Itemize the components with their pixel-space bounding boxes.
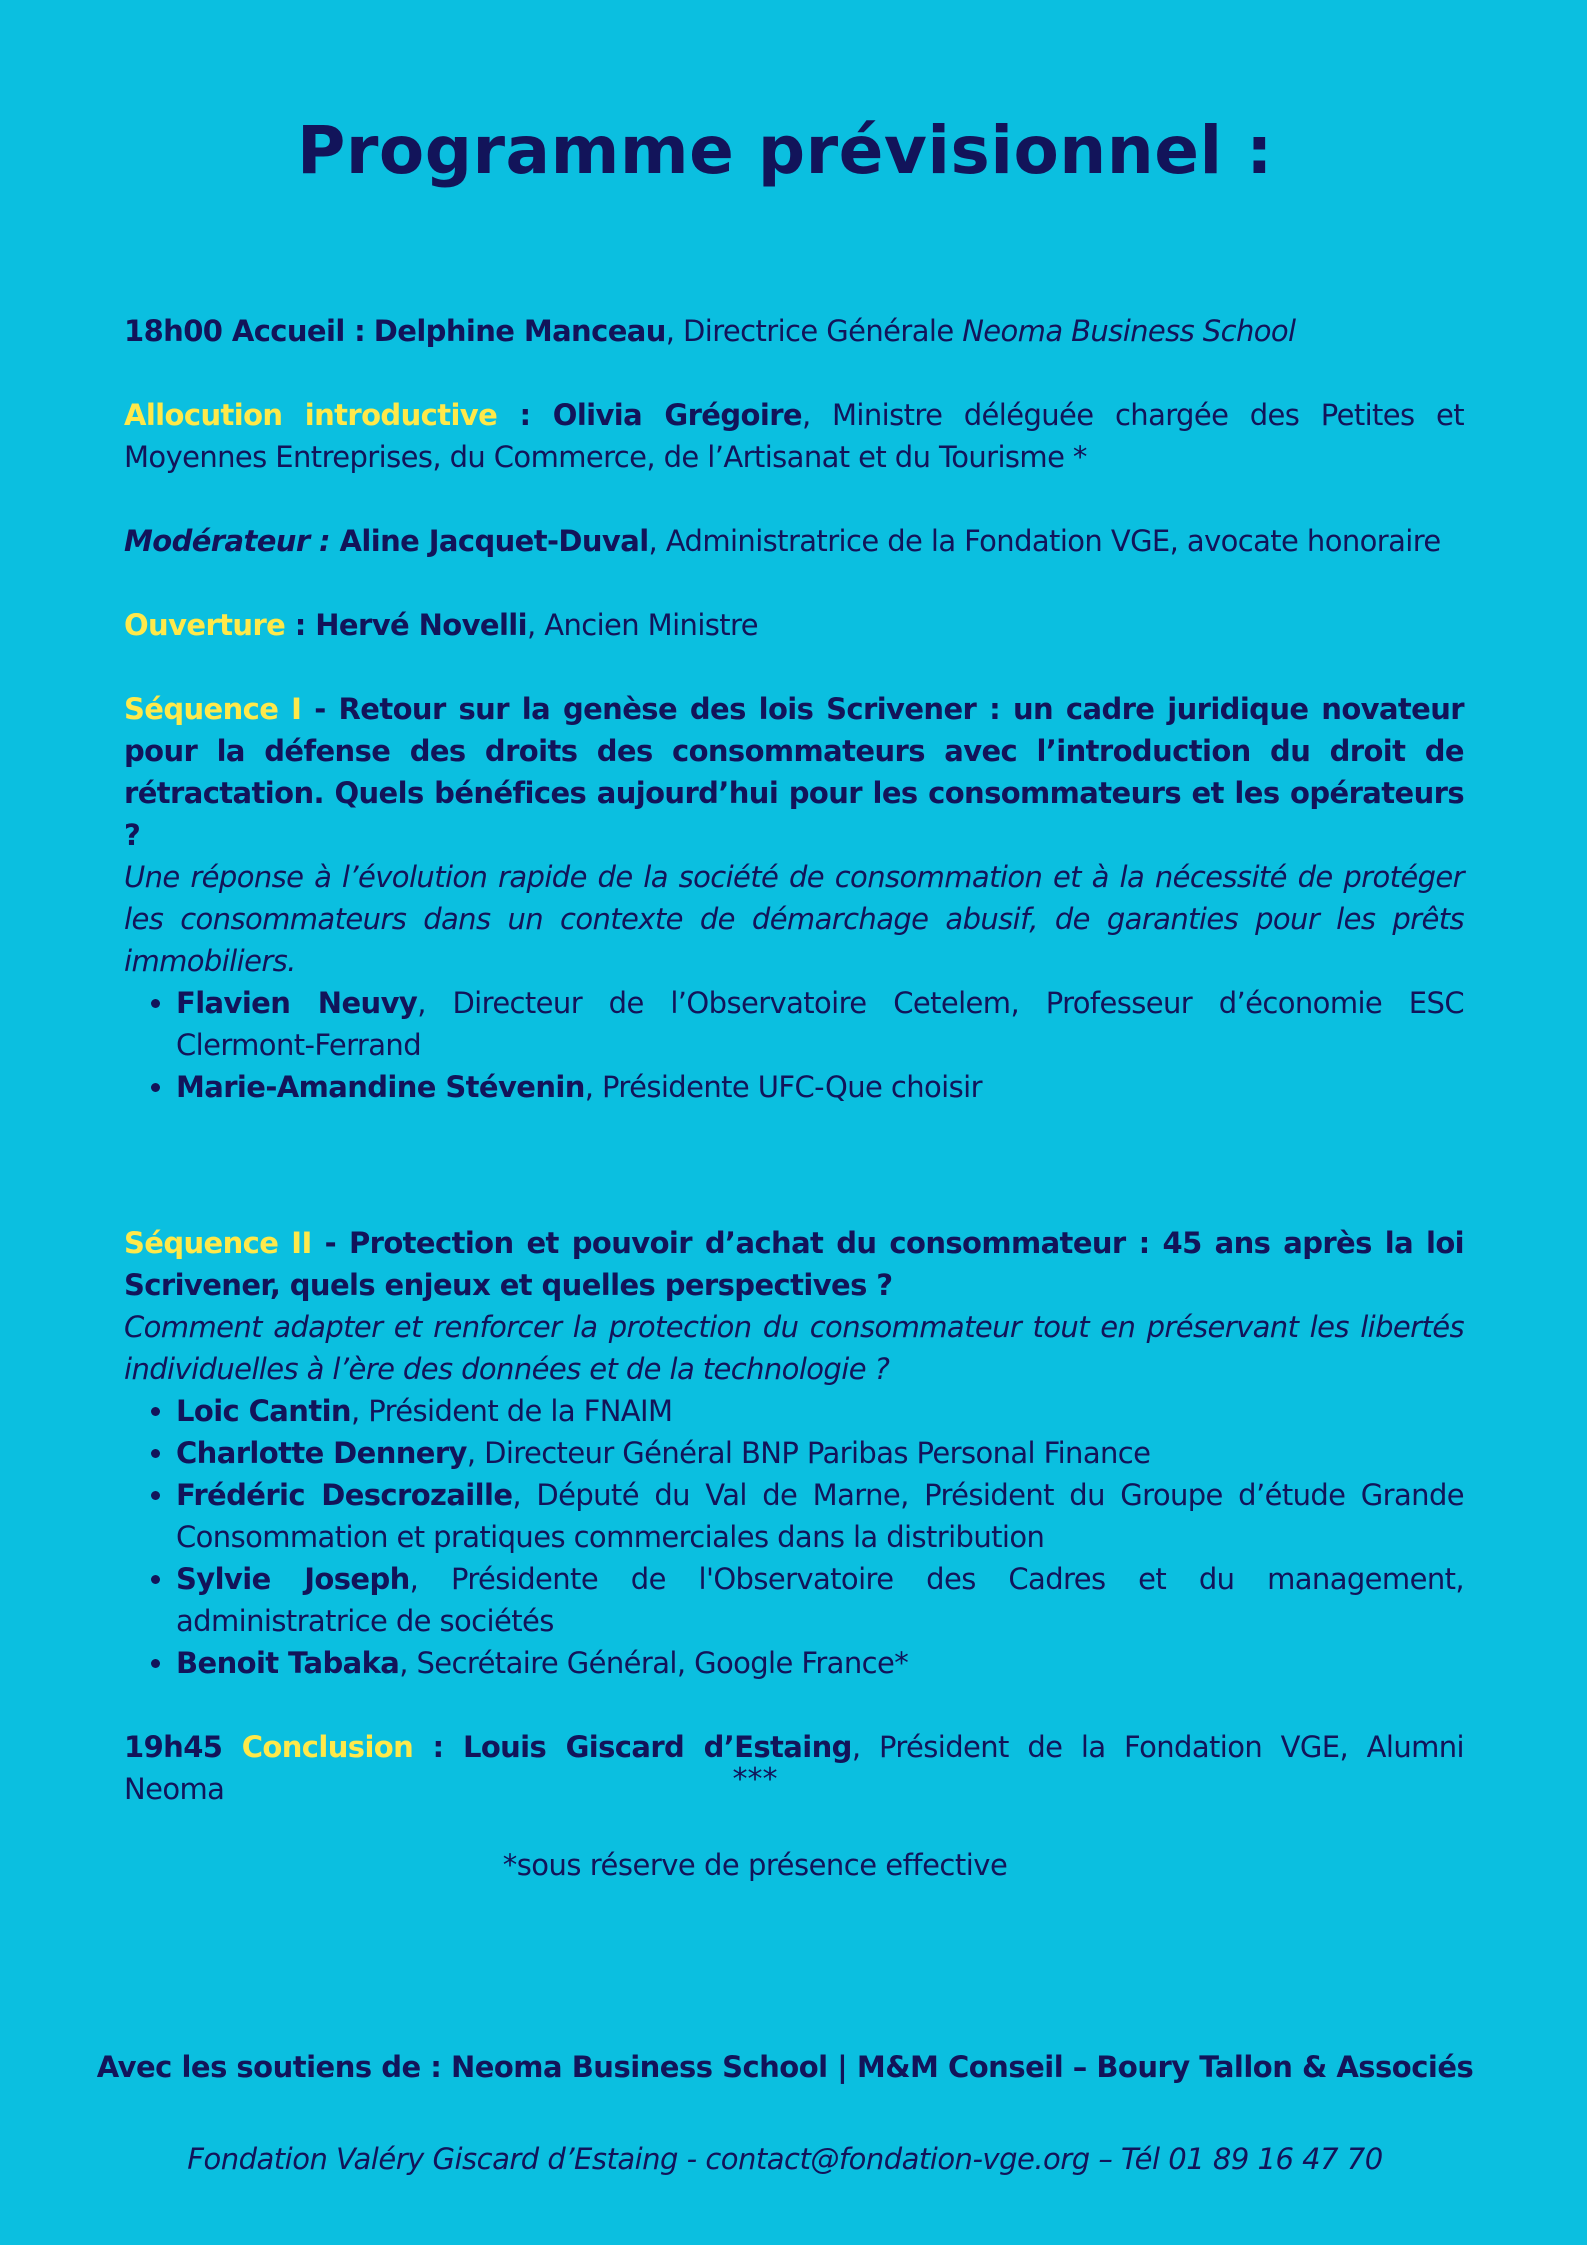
- allocution-item: [124, 394, 1464, 478]
- sequence-1-label: Séquence I: [124, 692, 302, 726]
- ouverture-label: Ouverture: [124, 608, 286, 642]
- contact-footer: Fondation Valéry Giscard d’Estaing - contact@fondation-vge.org – Tél 01 89 16 47 70: [187, 2142, 1383, 2176]
- sequence-1-heading: [124, 688, 1464, 856]
- speaker-role: , Directeur Général BNP Paribas Personal Finance: [466, 1436, 1151, 1470]
- sequence-2-speaker-list: [124, 1390, 1464, 1684]
- moderateur-label: Modérateur :: [124, 524, 331, 558]
- accueil-speaker-role: , Directrice Générale: [665, 314, 963, 348]
- accueil-time-label: 18h00 Accueil :: [124, 314, 366, 348]
- sequence-2-label: Séquence II: [124, 1226, 312, 1260]
- reserve-note: *sous réserve de présence effective: [502, 1848, 1008, 1882]
- sequence-2-heading: [124, 1222, 1464, 1306]
- speaker-role: , Député du Val de Marne, Président du Groupe d’étude Grande Consommation et pratiques commerciales dans la distribution: [176, 1478, 1464, 1554]
- ouverture-item: [124, 604, 1464, 646]
- programme-content: [124, 310, 1464, 1852]
- speaker-list-item: [176, 1642, 1464, 1684]
- speaker-role: , Présidente de l'Observatoire des Cadres et du management, administratrice de sociétés: [176, 1562, 1464, 1638]
- speaker-name: Benoit Tabaka: [176, 1646, 400, 1680]
- section-spacer: [124, 1108, 1464, 1222]
- sequence-1-speaker-list: [124, 982, 1464, 1108]
- speaker-list-item: [176, 1474, 1464, 1558]
- sequence-2-title: - Protection et pouvoir d’achat du consommateur : 45 ans après la loi Scrivener, quels enjeux et quelles perspectives ?: [124, 1226, 1464, 1302]
- allocution-speaker-name: Olivia Grégoire: [552, 398, 802, 432]
- conclusion-speaker-role: , Président de la Fondation VGE, Alumni Neoma: [124, 1730, 1464, 1806]
- speaker-role: , Présidente UFC-Que choisir: [584, 1070, 982, 1104]
- speaker-role: , Secrétaire Général, Google France*: [399, 1646, 909, 1680]
- moderateur-item: [124, 520, 1464, 562]
- speaker-name: Sylvie Joseph: [176, 1562, 410, 1596]
- sequence-2: [124, 1222, 1464, 1684]
- conclusion-speaker-name: Louis Giscard d’Estaing: [462, 1730, 852, 1764]
- speaker-name: Loic Cantin: [176, 1394, 351, 1428]
- ouverture-speaker-role: , Ancien Ministre: [526, 608, 758, 642]
- speaker-list-item: [176, 1432, 1464, 1474]
- speaker-name: Charlotte Dennery: [176, 1436, 467, 1470]
- conclusion-sep: :: [413, 1730, 463, 1764]
- speaker-list-item: [176, 982, 1464, 1066]
- sequence-1-title: - Retour sur la genèse des lois Scrivener : un cadre juridique novateur pour la défense des droits des consommateurs avec l’introduction du droit de rétractation. Quels bénéfices aujourd’hui pour les consommateurs et les opérateurs ?: [124, 692, 1465, 852]
- moderateur-name: Aline Jacquet-Duval: [330, 524, 649, 558]
- speaker-list-item: [176, 1390, 1464, 1432]
- allocution-sep: :: [497, 398, 553, 432]
- allocution-speaker-role: , Ministre déléguée chargée des Petites et Moyennes Entreprises, du Commerce, de l’Artisanat et du Tourisme *: [124, 398, 1464, 474]
- sequence-2-description: Comment adapter et renforcer la protection du consommateur tout en préservant les libertés individuelles à l’ère des données et de la technologie ?: [124, 1310, 1464, 1386]
- speaker-list-item: [176, 1066, 1464, 1108]
- conclusion-label: Conclusion: [241, 1730, 414, 1764]
- ouverture-speaker-name: Hervé Novelli: [315, 608, 527, 642]
- speaker-name: Flavien Neuvy: [176, 986, 418, 1020]
- ouverture-sep: :: [285, 608, 316, 642]
- accueil-speaker-name: Delphine Manceau: [373, 314, 666, 348]
- speaker-name: Frédéric Descrozaille: [176, 1478, 513, 1512]
- moderateur-role: , Administratrice de la Fondation VGE, avocate honoraire: [648, 524, 1441, 558]
- speaker-name: Marie-Amandine Stévenin: [176, 1070, 585, 1104]
- sequence-1-description: Une réponse à l’évolution rapide de la société de consommation et à la nécessité de protéger les consommateurs dans un contexte de démarchage abusif, de garanties pour les prêts immobiliers.: [124, 860, 1464, 978]
- sponsors-line: Avec les soutiens de : Neoma Business School | M&M Conseil – Boury Tallon & Associés: [96, 2050, 1474, 2084]
- speaker-list-item: [176, 1558, 1464, 1642]
- speaker-role: , Président de la FNAIM: [350, 1394, 673, 1428]
- sequence-1: [124, 688, 1464, 1108]
- separator-stars: ***: [732, 1762, 778, 1797]
- accueil-item: [124, 310, 1464, 352]
- accueil-org: Neoma Business School: [962, 314, 1296, 348]
- allocution-label: Allocution introductive: [124, 398, 498, 432]
- conclusion-time: 19h45: [124, 1730, 242, 1764]
- speaker-role: , Directeur de l’Observatoire Cetelem, Professeur d’économie ESC Clermont-Ferrand: [176, 986, 1464, 1062]
- page-title: Programme prévisionnel :: [296, 112, 1274, 189]
